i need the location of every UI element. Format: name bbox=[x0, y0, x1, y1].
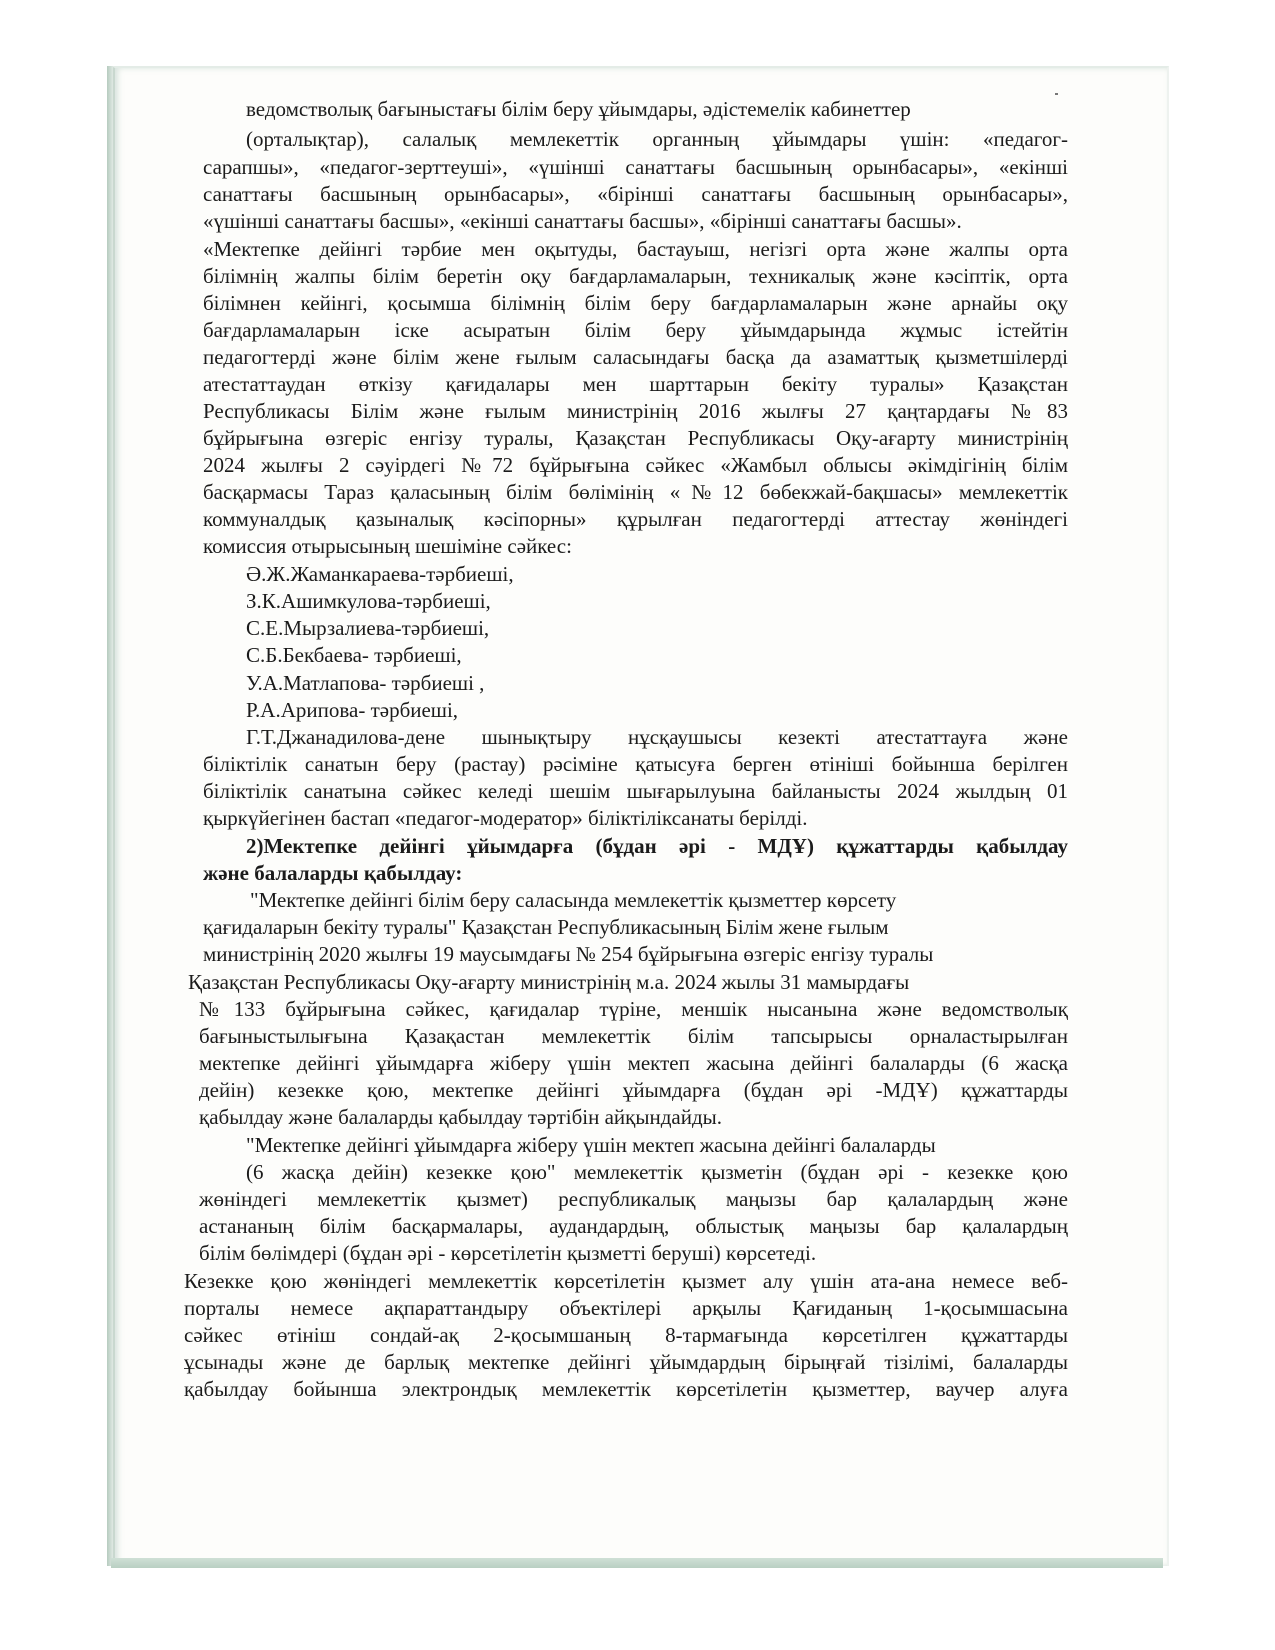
text-line: Кезекке қою жөніндегі мемлекеттік көрсетілетін қызмет алу үшін ата-ана немесе веб- bbox=[184, 1269, 1068, 1293]
text-line: бағдарламаларын іске асыратын білім беру ұйымдарында жұмыс істейтін bbox=[203, 318, 1068, 342]
section-heading: 2)Мектепке дейінгі ұйымдарға (бұдан әрі - МДҰ) құжаттарды қабылдау bbox=[246, 834, 1068, 858]
name-list-item: З.К.Ашимкулова-тәрбиеші, bbox=[246, 589, 491, 613]
text-line: қабылдау бойынша электрондық мемлекеттік көрсетілетін қызметтер, ваучер алуға bbox=[184, 1377, 1068, 1401]
text-line: педагогтерді және білім жене ғылым саласындағы басқа да азаматтық қызметшілерді bbox=[203, 345, 1068, 369]
text-line: дейін) кезекке қою, мектепке дейінгі ұйымдарға (бұдан әрі -МДҰ) құжаттарды bbox=[199, 1078, 1068, 1102]
text-line: «үшінші санаттағы басшы», «екінші санаттағы басшы», «бірінші санаттағы басшы». bbox=[203, 209, 962, 233]
text-line: қыркүйегінен бастап «педагог-модератор» біліктіліксанаты берілді. bbox=[203, 806, 808, 830]
scan-bottom-edge bbox=[111, 1558, 1163, 1568]
text-line: коммуналдық қазыналық кәсіпорны» құрылған педагогтерді аттестау жөніндегі bbox=[203, 507, 1068, 531]
text-line: қағидаларын бекіту туралы" Қазақстан Республикасының Білім жене ғылым bbox=[203, 915, 889, 939]
text-line: басқармасы Тараз қаласының білім бөлімінің «№12 бөбекжай-бақшасы» мемлекеттік bbox=[203, 480, 1068, 504]
text-line: "Мектепке дейінгі білім беру саласында мемлекеттік қызметтер көрсету bbox=[250, 888, 897, 912]
text-line: "Мектепке дейінгі ұйымдарға жіберу үшін мектеп жасына дейінгі балаларды bbox=[246, 1133, 936, 1157]
text-line: Қазақстан Республикасы Оқу-ағарту министрінің м.а. 2024 жылы 31 мамырдағы bbox=[188, 970, 910, 994]
text-line: министрінің 2020 жылғы 19 маусымдағы № 254 бұйрығына өзгеріс енгізу туралы bbox=[203, 942, 934, 966]
text-line: Республикасы Білім және ғылым министрінің 2016 жылғы 27 қаңтардағы №83 bbox=[203, 399, 1068, 423]
text-line: жөніндегі мемлекеттік қызмет) республикалық маңызы бар қалалардың және bbox=[199, 1187, 1068, 1211]
text-line: комиссия отырысының шешіміне сәйкес: bbox=[203, 534, 572, 558]
text-line: біліктілік санатын беру (растау) рәсіміне қатысуға берген өтініші бойынша берілген bbox=[203, 752, 1068, 776]
text-line: (6 жасқа дейін) кезекке қою" мемлекеттік қызметін (бұдан әрі - кезекке қою bbox=[246, 1160, 1068, 1184]
text-line: бұйрығына өзгеріс енгізу туралы, Қазақстан Республикасы Оқу-ағарту министрінің bbox=[203, 426, 1068, 450]
text-line: мектепке дейінгі ұйымдарға жіберу үшін мектеп жасына дейінгі балаларды (6 жасқа bbox=[199, 1051, 1068, 1075]
name-list-item: С.Е.Мырзалиева-тәрбиеші, bbox=[246, 616, 490, 640]
name-list-item: Ә.Ж.Жаманкараева-тәрбиеші, bbox=[246, 562, 514, 586]
name-list-item: У.А.Матлапова- тәрбиеші , bbox=[246, 671, 485, 695]
text-line: санаттағы басшының орынбасары», «бірінші санаттағы басшының орынбасары», bbox=[203, 182, 1068, 206]
section-heading: және балаларды қабылдау: bbox=[203, 861, 463, 885]
text-line: атестаттаудан өткізу қағидалары мен шарттарын бекіту туралы» Қазақстан bbox=[203, 372, 1068, 396]
text-line: №133 бұйрығына сәйкес, қағидалар түріне, меншік нысанына және ведомстволық bbox=[199, 997, 1068, 1021]
text-line: 2024 жылғы 2 сәуірдегі №72 бұйрығына сәйкес «Жамбыл облысы әкімдігінің білім bbox=[203, 453, 1068, 477]
text-line: білімнен кейінгі, қосымша білімнің білім беру бағдарламаларын және арнайы оқу bbox=[203, 291, 1068, 315]
text-line: білім бөлімдері (бұдан әрі - көрсетілетін қызметті беруші) көрсетеді. bbox=[199, 1241, 817, 1265]
text-line: қабылдау және балаларды қабылдау тәртібін айқындайды. bbox=[199, 1105, 722, 1129]
text-line: ведомстволық бағыныстағы білім беру ұйымдары, әдістемелік кабинеттер bbox=[246, 97, 911, 121]
text-line: порталы немесе ақпараттандыру объектілері арқылы Қағиданың 1-қосымшасына bbox=[184, 1296, 1068, 1320]
text-line: білімнің жалпы білім беретін оқу бағдарламаларын, техникалық және кәсіптік, орта bbox=[203, 264, 1068, 288]
text-line: бағыныстылығына Қазақастан мемлекеттік білім тапсырысы орналастырылған bbox=[199, 1024, 1068, 1048]
text-line: сәйкес өтініш сондай-ақ 2-қосымшаның 8-тармағында көрсетілген құжаттарды bbox=[184, 1323, 1068, 1347]
text-line: астананың білім басқармалары, аудандардың, облыстық маңызы бар қалалардың bbox=[199, 1214, 1068, 1238]
text-line: біліктілік санатына сәйкес келеді шешім шығарылуына байланысты 2024 жылдың 01 bbox=[203, 779, 1068, 803]
scan-left-edge bbox=[107, 66, 113, 1566]
text-line: Г.Т.Джанадилова-дене шынықтыру нұсқаушысы кезекті атестаттауға және bbox=[246, 725, 1068, 749]
scan-speck bbox=[1055, 93, 1058, 95]
text-line: (орталықтар), салалық мемлекеттік органның ұйымдары үшін: «педагог- bbox=[246, 127, 1068, 151]
name-list-item: С.Б.Бекбаева- тәрбиеші, bbox=[246, 643, 462, 667]
text-line: ұсынады және де барлық мектепке дейінгі ұйымдардың бірыңғай тізілімі, балаларды bbox=[184, 1350, 1068, 1374]
text-line: «Мектепке дейінгі тәрбие мен оқытуды, бастауыш, негізгі орта және жалпы орта bbox=[203, 237, 1068, 261]
name-list-item: Р.А.Арипова- тәрбиеші, bbox=[246, 698, 459, 722]
text-line: сарапшы», «педагог-зерттеуші», «үшінші санаттағы басшының орынбасары», «екінші bbox=[203, 155, 1068, 179]
